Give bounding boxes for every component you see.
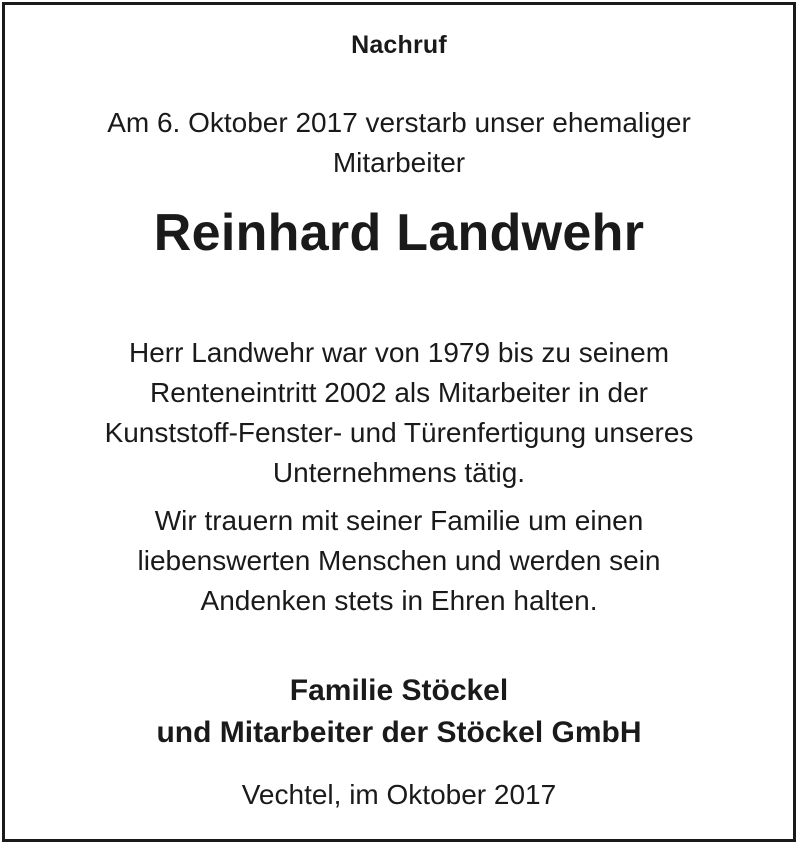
intro-line: Am 6. Oktober 2017 verstarb unser ehemaliger: [107, 107, 691, 138]
body-line: liebenswerten Menschen und werden sein: [137, 545, 661, 576]
intro-line: Mitarbeiter: [332, 147, 466, 178]
body-line: Renteneintritt 2002 als Mitarbeiter in der: [149, 377, 649, 408]
body-line: Unternehmens tätig.: [272, 457, 526, 488]
obituary-notice: [2, 2, 796, 842]
deceased-name: Reinhard Landwehr: [153, 204, 645, 262]
place-date: Vechtel, im Oktober 2017: [241, 779, 557, 810]
body-line: Herr Landwehr war von 1979 bis zu seinem: [128, 337, 670, 368]
signature-company: und Mitarbeiter der Stöckel GmbH: [156, 716, 642, 749]
notice-heading: Nachruf: [351, 31, 447, 59]
body-line: Andenken stets in Ehren halten.: [200, 585, 598, 616]
body-line: Kunststoff-Fenster- und Türenfertigung unseres: [104, 417, 694, 448]
signature-family: Familie Stöckel: [289, 674, 509, 707]
body-line: Wir trauern mit seiner Familie um einen: [154, 505, 644, 536]
